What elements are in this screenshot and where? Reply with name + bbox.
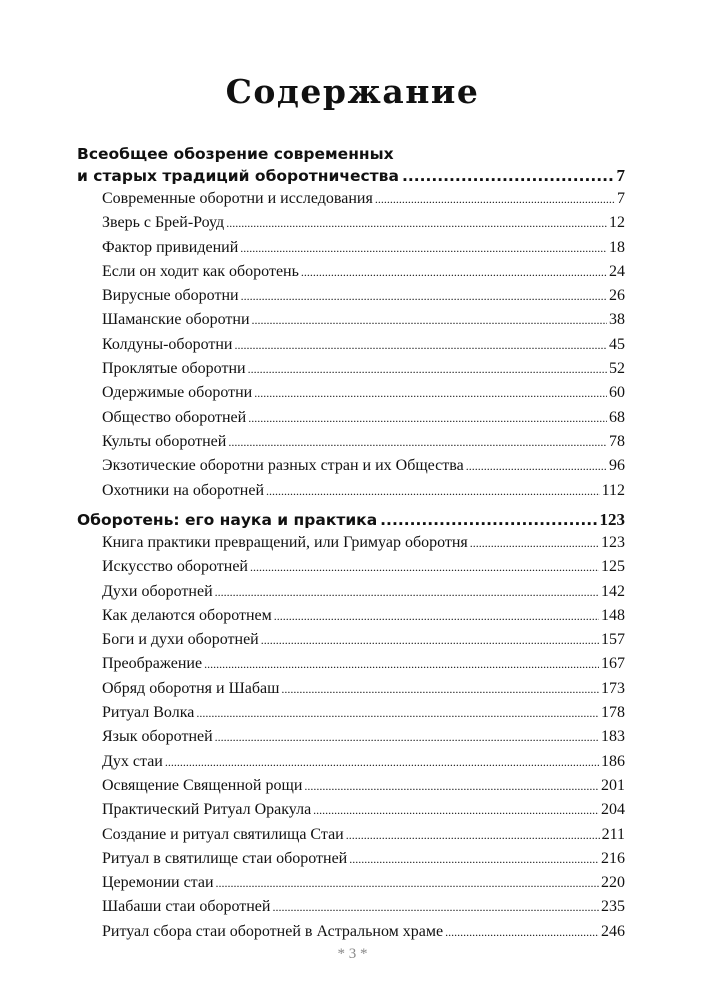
toc-entry[interactable] [102,580,625,604]
page-number-footer: * 3 * [337,946,368,962]
toc-entry[interactable] [102,798,625,822]
toc-entry[interactable] [102,454,625,478]
toc-entry-title: Церемонии стаи [102,874,214,892]
dot-leader [248,357,607,381]
toc-entry-title: Духи оборотней [102,582,213,600]
toc-entry[interactable] [102,871,625,895]
toc-entry-title: Современные оборотни и исследования [102,190,373,207]
toc-entry-page-number: 167 [601,655,625,673]
toc-entry-page-number: 78 [609,432,625,450]
toc-entry-title: Охотники на оборотней [102,481,264,499]
dot-leader [274,604,599,628]
toc-entry[interactable] [102,628,625,652]
dot-leader [204,652,599,676]
toc-entry[interactable] [102,357,625,381]
dot-leader [254,381,607,405]
section-page-number: 123 [599,510,625,529]
toc-entry-page-number: 123 [601,534,625,551]
toc-entry-title: Язык оборотней [102,728,213,746]
toc-entry[interactable] [102,920,625,944]
toc-entry-title: Вирусные оборотни [102,287,239,305]
toc-entry[interactable] [102,479,625,503]
page-title: Содержание [225,72,480,111]
toc-entry-title: Шабаши стаи оборотней [102,898,271,916]
dot-leader [313,798,599,822]
dot-leader [266,479,600,503]
toc-entry[interactable] [102,774,625,798]
toc-entry-list [102,187,625,503]
toc-entry-page-number: 24 [609,262,625,280]
toc-entry-title: Практический Ритуал Оракула [102,801,312,819]
toc-entry-page-number: 125 [601,558,625,576]
toc-entry-page-number: 183 [601,728,625,746]
section-heading-line1: Оборотень: его наука и практика [77,511,378,529]
toc-entry[interactable] [102,284,625,308]
toc-entry[interactable] [102,604,625,628]
dot-leader [261,628,599,652]
toc-entry-title: Книга практики превращений, или Гримуар оборотня [102,534,468,551]
toc-entry-page-number: 26 [609,287,625,305]
toc-section-2 [77,509,625,944]
toc-entry-title: Фактор привидений [102,238,239,256]
dot-leader [301,260,607,284]
dot-leader [304,774,599,798]
toc-entry-page-number: 201 [601,776,625,794]
toc-entry-page-number: 246 [601,922,625,940]
toc-entry[interactable] [102,236,625,260]
dot-leader [216,871,599,895]
dot-leader [281,677,599,701]
toc-entry-page-number: 157 [601,631,625,649]
toc-entry-title: Как делаются оборотнем [102,606,272,624]
toc-entry-page-number: 178 [601,704,625,722]
toc-entry-page-number: 7 [617,190,625,207]
toc-entry-page-number: 142 [601,582,625,600]
dot-leader [402,165,614,187]
toc-entry-title: Ритуал в святилище стаи оборотней [102,849,348,867]
toc-entry-title: Ритуал сбора стаи оборотней в Астральном храме [102,922,444,940]
toc-entry-page-number: 68 [609,408,625,426]
toc-entry-page-number: 235 [601,898,625,916]
toc-entry[interactable] [102,430,625,454]
toc-entry[interactable] [102,531,625,555]
toc-entry-title: Освящение Священной рощи [102,776,303,794]
toc-entry-title: Шаманские оборотни [102,311,250,329]
toc-entry-title: Искусство оборотней [102,558,248,576]
toc-entry-title: Культы оборотней [102,432,227,450]
dot-leader [241,284,607,308]
toc-entry-page-number: 148 [601,606,625,624]
toc-entry[interactable] [102,895,625,919]
toc-entry-page-number: 211 [601,825,625,843]
dot-leader [470,531,599,555]
toc-entry[interactable] [102,847,625,871]
toc-entry-title: Боги и духи оборотней [102,631,259,649]
dot-leader [228,430,607,454]
dot-leader [196,701,599,725]
toc-entry[interactable] [102,725,625,749]
toc-entry-title: Одержимые оборотни [102,384,253,402]
dot-leader [380,509,596,531]
toc-entry-list [102,531,625,944]
toc-entry-page-number: 45 [609,335,625,353]
section-page-number: 7 [616,166,625,185]
toc-entry[interactable] [102,211,625,235]
dot-leader [466,454,607,478]
toc-entry-title: Если он ходит как оборотень [102,262,299,280]
toc-entry[interactable] [102,555,625,579]
section-heading[interactable] [77,509,625,531]
toc-entry[interactable] [102,677,625,701]
dot-leader [234,333,607,357]
toc-entry-page-number: 60 [609,384,625,402]
toc-entry-title: Дух стаи [102,752,163,770]
toc-entry-page-number: 173 [601,679,625,697]
toc-entry-title: Экзотические оборотни разных стран и их Общества [102,457,464,475]
toc-entry[interactable] [102,750,625,774]
toc-entry-page-number: 220 [601,874,625,892]
dot-leader [215,580,599,604]
toc-entry-title: Проклятые оборотни [102,360,246,378]
toc-entry[interactable] [102,308,625,332]
toc-entry-page-number: 52 [609,360,625,378]
toc-entry-title: Колдуны-оборотни [102,335,233,353]
toc-entry-page-number: 12 [609,214,625,232]
section-heading-line2: и старых традиций оборотничества [77,167,399,185]
section-heading-line1: Всеобщее обозрение современных [77,145,394,163]
toc-entry[interactable] [102,823,625,847]
toc-entry-page-number: 204 [601,801,625,819]
toc-entry-page-number: 186 [601,752,625,770]
dot-leader [240,236,607,260]
dot-leader [226,211,607,235]
toc-entry[interactable] [102,187,625,211]
dot-leader [252,308,607,332]
dot-leader [272,895,599,919]
section-heading[interactable] [77,143,625,187]
toc-entry-title: Создание и ритуал святилища Стаи [102,825,344,843]
toc-entry-page-number: 216 [601,849,625,867]
toc-entry[interactable] [102,260,625,284]
dot-leader [445,920,599,944]
toc-entry[interactable] [102,406,625,430]
dot-leader [346,823,600,847]
toc-entry-page-number: 38 [609,311,625,329]
dot-leader [248,406,607,430]
toc-entry-title: Ритуал Волка [102,704,195,722]
toc-entry-page-number: 96 [609,457,625,475]
toc-section-1 [77,143,625,503]
toc-entry[interactable] [102,652,625,676]
dot-leader [165,750,599,774]
toc-entry-title: Обряд оборотня и Шабаш [102,679,280,697]
dot-leader [375,187,615,211]
dot-leader [250,555,599,579]
toc-entry-page-number: 18 [609,238,625,256]
toc-entry-title: Преображение [102,655,203,673]
dot-leader [215,725,599,749]
toc-entry-title: Общество оборотней [102,408,247,426]
toc-entry[interactable] [102,381,625,405]
toc-entry-title: Зверь с Брей-Роуд [102,214,225,232]
dot-leader [349,847,599,871]
toc-entry[interactable] [102,333,625,357]
toc-entry[interactable] [102,701,625,725]
toc-entry-page-number: 112 [601,481,625,499]
